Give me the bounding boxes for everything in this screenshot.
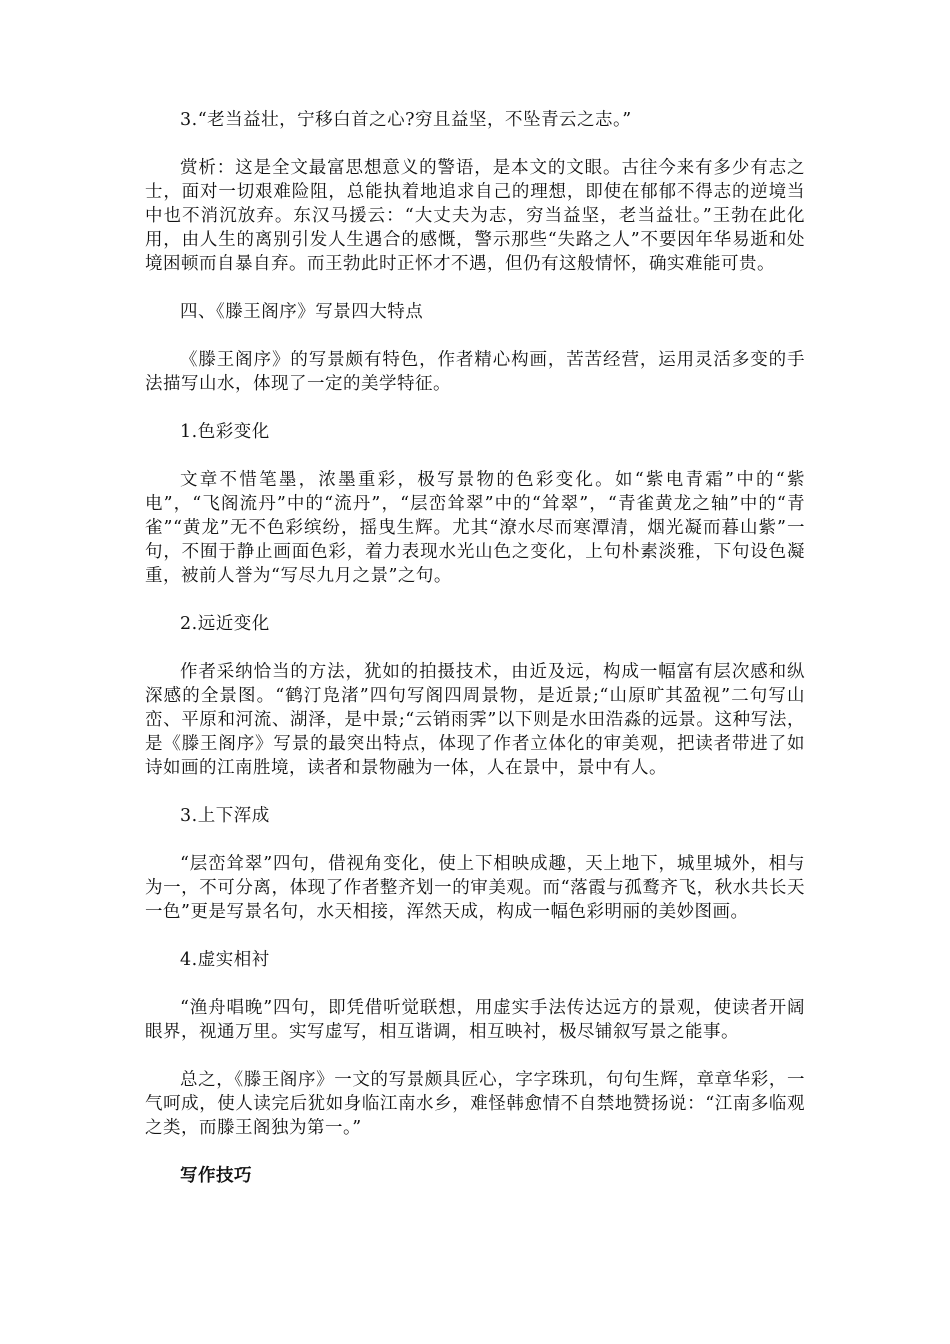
summary-paragraph: 总之，《滕王阁序》一文的写景颇具匠心，字字珠玑，句句生辉，章章华彩，一气呵成，使人读完后犹如身临江南水乡，难怪韩愈情不自禁地赞扬说：“江南多临观之类，而滕王阁独为第一。”	[145, 1070, 805, 1138]
distance-change-paragraph: 作者采纳恰当的方法，犹如的拍摄技术，由近及远，构成一幅富有层次感和纵深感的全景图。“鹤汀凫渚”四句写阁四周景物，是近景;“山原旷其盈视”二句写山峦、平原和河流、湖泽，是中景;“云销雨霁”以下则是水田浩淼的远景。这种写法，是《滕王阁序》写景的最突出特点，体现了作者立体化的审美观，把读者带进了如诗如画的江南胜境，读者和景物融为一体，人在景中，景中有人。	[145, 662, 805, 778]
document-page	[145, 108, 805, 1188]
color-change-paragraph: 文章不惜笔墨，浓墨重彩，极写景物的色彩变化。如“紫电青霜”中的“紫电”，“飞阁流丹”中的“流丹”，“层峦耸翠”中的“耸翠”，“青雀黄龙之轴”中的“青雀”“黄龙”无不色彩缤纷，摇曳生辉。尤其“潦水尽而寒潭清，烟光凝而暮山紫”一句，不囿于静止画面色彩，着力表现水光山色之变化，上句朴素淡雅，下句设色凝重，被前人誉为“写尽九月之景”之句。	[145, 470, 805, 586]
virtual-real-paragraph: “渔舟唱晚”四句，即凭借听觉联想，用虚实手法传达远方的景观，使读者开阔眼界，视通万里。实写虚写，相互谐调，相互映衬，极尽铺叙写景之能事。	[145, 998, 805, 1042]
subheading-color-change: 1.色彩变化	[180, 422, 270, 442]
writing-skills-heading: 写作技巧	[180, 1166, 252, 1186]
subheading-up-down: 3.上下浑成	[180, 806, 270, 826]
subheading-virtual-real: 4.虚实相衬	[180, 950, 270, 970]
section-heading-four: 四、《滕王阁序》写景四大特点	[180, 302, 424, 322]
up-down-paragraph: “层峦耸翠”四句，借视角变化，使上下相映成趣，天上地下，城里城外，相与为一，不可分离，体现了作者整齐划一的审美观。而“落霞与孤鹜齐飞，秋水共长天一色”更是写景名句，水天相接，浑然天成，构成一幅色彩明丽的美妙图画。	[145, 854, 805, 922]
subheading-distance-change: 2.远近变化	[180, 614, 270, 634]
intro-paragraph: 《滕王阁序》的写景颇有特色，作者精心构画，苦苦经营，运用灵活多变的手法描写山水，体现了一定的美学特征。	[145, 350, 805, 394]
appreciation-paragraph: 赏析：这是全文最富思想意义的警语，是本文的文眼。古往今来有多少有志之士，面对一切艰难险阻，总能执着地追求自己的理想，即使在郁郁不得志的逆境当中也不消沉放弃。东汉马援云：“大丈夫为志，穷当益坚，老当益壮。”王勃在此化用，由人生的离别引发人生遇合的感慨，警示那些“失路之人”不要因年华易逝和处境困顿而自暴自弃。而王勃此时正怀才不遇，但仍有这般情怀，确实难能可贵。	[145, 158, 805, 274]
quote-heading: 3.“老当益壮，宁移白首之心?穷且益坚，不坠青云之志。”	[180, 110, 632, 130]
